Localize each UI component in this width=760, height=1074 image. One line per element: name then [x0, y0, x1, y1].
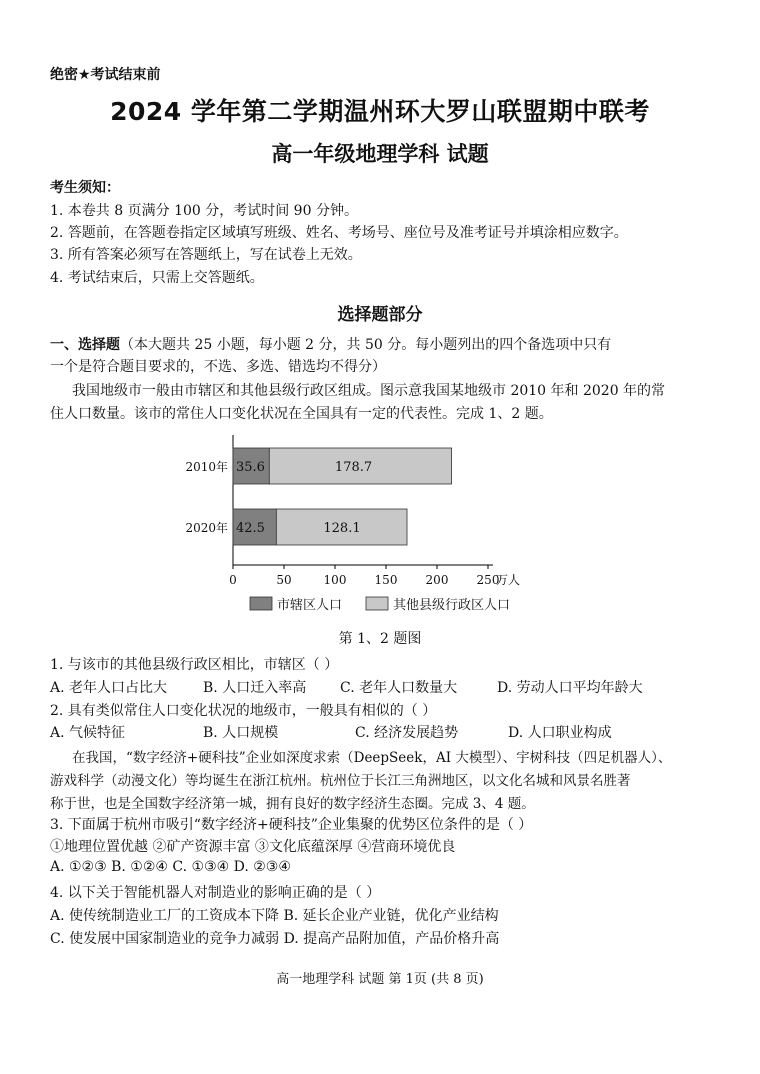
part-intro — [50, 334, 611, 354]
q4-options-line2: C. 使发展中国家制造业的竞争力减弱 D. 提高产品附加值，产品价格升高 — [50, 931, 500, 947]
passage1-line2: 住人口数量。该市的常住人口变化状况在全国具有一定的代表性。完成 1、2 题。 — [50, 406, 553, 422]
figure-caption: 第 1、2 题图 — [338, 631, 422, 647]
x-tick-label: 150 — [374, 573, 398, 587]
q2-stem: 2. 具有类似常住人口变化状况的地级市，一般具有相似的（ ） — [50, 703, 437, 719]
passage2-line3: 称于世，也是全国数字经济第一城，拥有良好的数字经济生态圈。完成 3、4 题。 — [50, 796, 535, 812]
q2-option-c: C. 经济发展趋势 — [355, 725, 459, 741]
part-desc-line2: 一个是符合题目要求的，不选、多选、错选均不得分） — [50, 359, 386, 375]
notice-item: 2. 答题前，在答题卷指定区域填写班级、姓名、考场号、座位号及准考证号并填涂相应数字。 — [50, 225, 628, 241]
q3-options: A. ①②③ B. ①②④ C. ①③④ D. ②③④ — [50, 859, 291, 875]
q1-option-d: D. 劳动人口平均年龄大 — [497, 680, 643, 696]
category-label: 2010年 — [185, 460, 228, 474]
category-label: 2020年 — [185, 521, 228, 535]
data-label: 178.7 — [334, 460, 373, 475]
notice-item: 1. 本卷共 8 页满分 100 分，考试时间 90 分钟。 — [50, 203, 358, 219]
data-label: 35.6 — [236, 460, 265, 475]
q1-stem: 1. 与该市的其他县级行政区相比，市辖区（ ） — [50, 657, 339, 673]
x-tick-label: 250 — [476, 573, 500, 587]
x-tick-label: 200 — [425, 573, 449, 587]
q1-option-b: B. 人口迁入率高 — [203, 680, 307, 696]
legend-label: 其他县级行政区人口 — [393, 598, 511, 613]
q3-items: ①地理位置优越 ②矿产资源丰富 ③文化底蕴深厚 ④营商环境优良 — [50, 839, 456, 855]
data-label: 42.5 — [236, 521, 265, 536]
q3-stem: 3. 下面属于杭州市吸引“数字经济+硬科技”企业集聚的优势区位条件的是（ ） — [50, 817, 533, 833]
passage2-line1: 在我国，“数字经济+硬科技”企业如深度求索（DeepSeek，AI 大模型）、宇树科技（四足机器人）、 — [72, 750, 672, 766]
q2-option-b: B. 人口规模 — [203, 725, 279, 741]
confidential-mark: 绝密★考试结束前 — [50, 67, 161, 83]
legend-label: 市辖区人口 — [277, 598, 343, 613]
population-chart — [0, 425, 760, 625]
q1-option-c: C. 老年人口数量大 — [340, 680, 458, 696]
part-desc: （本大题共 25 小题，每小题 2 分，共 50 分。每小题列出的四个备选项中只有 — [120, 337, 612, 353]
x-tick-label: 100 — [323, 573, 347, 587]
passage1-line1: 我国地级市一般由市辖区和其他县级行政区组成。图示意我国某地级市 2010 年和 2020 年的常 — [72, 383, 666, 399]
x-tick-label: 50 — [276, 573, 292, 587]
exam-subtitle: 高一年级地理学科 试题 — [271, 142, 489, 166]
q2-option-a: A. 气候特征 — [50, 725, 126, 741]
notice-item: 4. 考试结束后，只需上交答题纸。 — [50, 270, 264, 286]
exam-title: 2024 学年第二学期温州环大罗山联盟期中联考 — [110, 97, 650, 126]
q1-option-a: A. 老年人口占比大 — [50, 680, 168, 696]
x-axis-unit: 万人 — [496, 573, 521, 587]
q2-option-d: D. 人口职业构成 — [508, 725, 612, 741]
data-label: 128.1 — [323, 521, 361, 536]
legend-swatch — [250, 597, 272, 610]
q4-stem: 4. 以下关于智能机器人对制造业的影响正确的是（ ） — [50, 885, 381, 901]
x-tick-label: 0 — [229, 573, 237, 587]
notice-heading: 考生须知： — [50, 180, 120, 196]
part-label: 一、选择题 — [50, 337, 120, 353]
notice-item: 3. 所有答案必须写在答题纸上，写在试卷上无效。 — [50, 247, 362, 263]
section-title: 选择题部分 — [337, 305, 423, 325]
legend-swatch — [366, 597, 388, 610]
passage2-line2: 游戏科学（动漫文化）等均诞生在浙江杭州。杭州位于长江三角洲地区，以文化名城和风景名胜著 — [50, 773, 631, 789]
q4-options-line1: A. 使传统制造业工厂的工资成本下降 B. 延长企业产业链，优化产业结构 — [50, 908, 499, 924]
page-footer: 高一地理学科 试题 第 1页 (共 8 页) — [276, 972, 484, 987]
